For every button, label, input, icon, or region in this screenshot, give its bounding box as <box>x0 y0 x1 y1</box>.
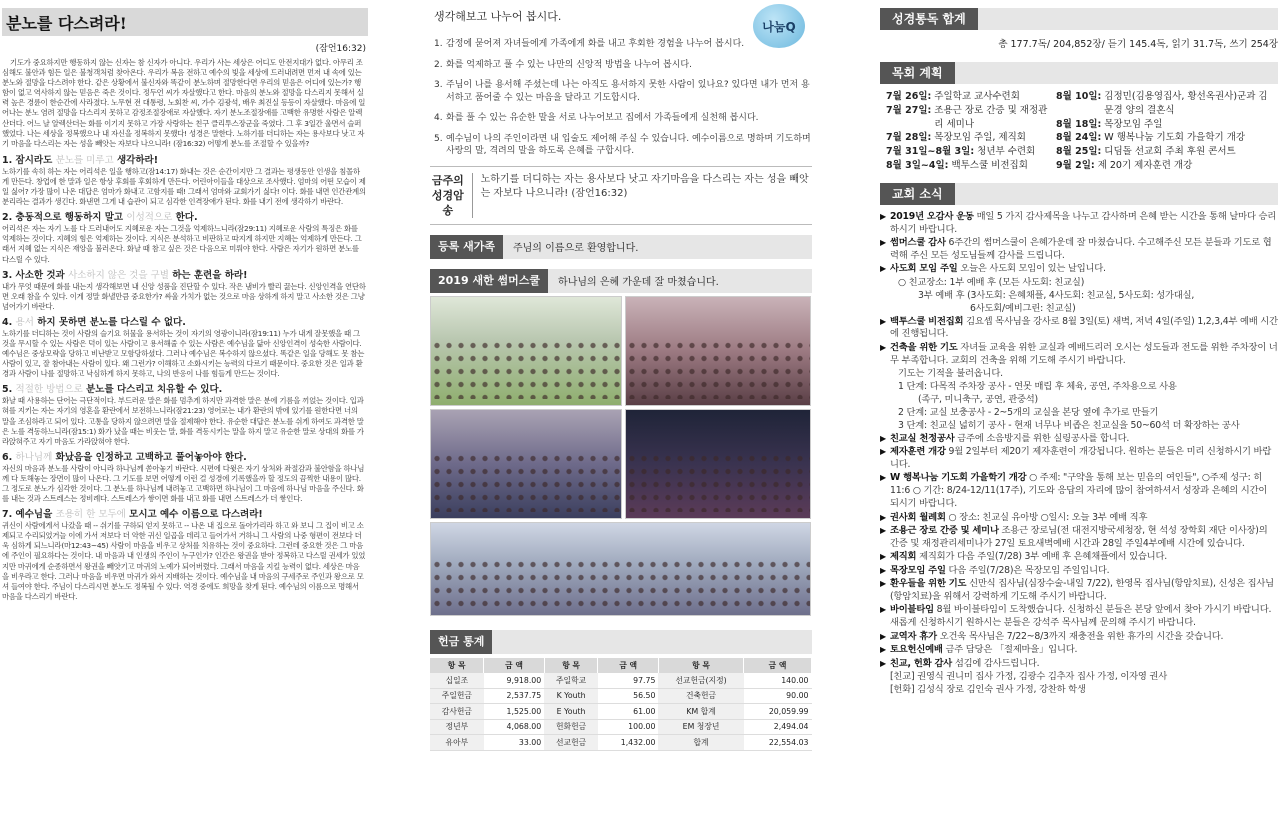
news-item-title: 썸머스쿨 감사 <box>890 237 946 249</box>
memory-verse-box <box>430 166 812 225</box>
question-text: 화를 풀 수 있는 유순한 말을 서로 나누어보고 집에서 가족들에게 실천해 봅시다. <box>446 113 759 123</box>
news-sub-line: 6사도회/예비그린: 친교실) <box>970 302 1076 314</box>
offering-amount: 2,494.04 <box>744 719 812 735</box>
offering-amount: 33.00 <box>484 735 545 751</box>
sermon-point-number: 7. <box>2 509 13 521</box>
news-item-title: 건축을 위한 기도 <box>890 341 958 353</box>
summer-school-bar <box>430 269 812 293</box>
bullet-triangle-icon: ▶ <box>880 605 886 615</box>
question-text: 예수님이 나의 주인이라면 내 입술도 제어해 주실 수 있습니다. 예수이름으로 명하며 기도하며 사랑의 말, 격려의 말을 하도록 은혜를 구합시다. <box>446 133 811 156</box>
offering-amount: 56.50 <box>598 688 659 704</box>
sermon-point-pre: 예수님을 <box>15 509 53 521</box>
sermon-point-heading <box>0 155 368 167</box>
news-item-body <box>890 472 1278 511</box>
sermon-point-number: 4. <box>2 316 13 328</box>
news-sub-line: 3 단계: 친교실 넓히기 공사 - 현재 너무나 비좁은 친교실을 50~60석 더 확장하는 공사 <box>898 419 1240 431</box>
offering-amount: 97.75 <box>598 673 659 689</box>
sermon-point-highlight: 조용히 한 모두에 <box>55 509 126 521</box>
question-number: 5. <box>434 133 443 144</box>
news-item-text: 제직회가 다음 주일(7/28) 3부 예배 후 은혜채플에서 있습니다. <box>919 551 1167 563</box>
question-text: 화를 억제하고 풀 수 있는 나만의 신앙적 방법을 나누어 봅시다. <box>446 59 692 70</box>
bullet-triangle-icon: ▶ <box>880 526 886 536</box>
sermon-point-number: 2. <box>2 212 13 224</box>
news-item <box>880 472 1278 511</box>
bullet-triangle-icon: ▶ <box>880 238 886 248</box>
offering-item: 헌화헌금 <box>544 719 598 735</box>
news-sub-line: 기도는 기적을 불러옵니다. <box>898 368 1003 380</box>
photo-kids-stage <box>625 296 811 406</box>
sermon-point-post: 생각하라! <box>116 154 159 166</box>
plan-date: 8월 10일: <box>1056 91 1102 102</box>
offering-item: 주일학교 <box>544 673 598 689</box>
summer-school-photos <box>430 296 812 616</box>
offering-row <box>430 735 812 751</box>
offering-amount: 20,059.99 <box>744 704 812 720</box>
news-item <box>880 604 1278 630</box>
news-item-body <box>890 237 1278 263</box>
news-item-title: 친교, 헌화 감사 <box>890 657 953 669</box>
news-item-body <box>890 525 1278 551</box>
offering-item: 감사헌금 <box>430 704 484 720</box>
plan-item <box>1056 145 1276 159</box>
bullet-triangle-icon: ▶ <box>880 342 886 352</box>
offering-amount: 100.00 <box>598 719 659 735</box>
right-column <box>880 0 1278 815</box>
plan-text: 디딤돌 선교회 주최 후원 콘서트 <box>1104 146 1236 158</box>
sermon-point-body: 화날 때 사용하는 단어는 극단적이다. 부드러운 말은 화를 멈추게 하지만 과격한 말은 분에 기름을 끼얹는 것이다. 입과 혀를 지키는 자는 자기의 영혼을 환란에서 보전하느니라(잠21:23) 영어로는 내가 환란의 밖에 있기를 원한다면 너의 말을 조심하라고 되어 있다. 고통을 당하지 않으려면 말을 절제해야 한다. 유순한 대답은 분노를 쉬게 하여도 과격한 말은 노를 격동하느니라(잠15:1) 화가 났을 때는 비웃는 말, 화를 격동시키는 말을 하지 말고 유순한 말로 상대의 화를 가라앉혀주고 자기 마음도 가라앉혀야 한다. <box>2 396 364 446</box>
photo-congregation <box>430 522 811 616</box>
news-item-body <box>890 578 1278 604</box>
plan-item <box>1056 159 1276 173</box>
pastoral-plan-left <box>886 90 1056 173</box>
newcomers-bar <box>430 235 812 259</box>
offering-amount: 9,918.00 <box>484 673 545 689</box>
sermon-title-bar <box>2 8 368 36</box>
news-item-body <box>890 565 1109 578</box>
plan-text: 주일학교 교사수련회 <box>934 91 1020 102</box>
sermon-point-post: 하는 훈련을 하라! <box>172 269 248 281</box>
sermon-point-heading <box>0 270 368 282</box>
offering-amount: 1,432.00 <box>598 735 659 751</box>
sermon-point-heading <box>0 212 368 224</box>
news-item <box>880 263 1278 276</box>
bible-reading-header <box>880 8 1278 30</box>
news-item-title: 친교실 천정공사 <box>890 432 955 444</box>
discussion-question <box>434 38 812 51</box>
sharing-q-badge: 나눔Q <box>753 4 805 48</box>
news-item-text: 매일 5 가지 감사제목을 나누고 감사하며 은혜 받는 시간을 통해 날마다 승리하시기 바랍니다. <box>890 210 1277 235</box>
sermon-point-highlight: 분노를 미루고 <box>55 154 114 166</box>
sermon-point-heading <box>0 452 368 464</box>
news-item-title: 백투스쿨 비전집회 <box>890 315 964 327</box>
offering-column-header: 금 액 <box>598 658 659 673</box>
plan-date: 9월 2일: <box>1056 159 1095 171</box>
news-item-title: 제직회 <box>890 551 917 563</box>
offering-column-header: 금 액 <box>484 658 545 673</box>
news-item-title: 목장모임 주일 <box>890 564 946 576</box>
memory-label-line2: 성경암송 <box>431 188 464 217</box>
bullet-triangle-icon: ▶ <box>880 645 886 655</box>
news-sub-line: 3부 예배 후 (3사도회: 은혜채플, 4사도회: 친교실, 5사도회: 성가대실, <box>918 289 1195 301</box>
news-item-text: 금주에 소음방지를 위한 실링공사를 합니다. <box>957 432 1130 444</box>
offering-item: 건축헌금 <box>658 688 743 704</box>
discussion-question <box>434 59 812 72</box>
plan-text: 제 20기 제자훈련 개강 <box>1097 159 1193 171</box>
news-item-body <box>890 644 1077 657</box>
question-number: 2. <box>434 59 443 70</box>
news-item-body <box>890 551 1167 564</box>
news-item-title: 바이블타임 <box>890 604 934 616</box>
news-sub-line: [헌화] 김성식 장로 김인숙 권사 가정, 강찬하 학생 <box>890 683 1086 695</box>
news-item-text: 다음 주일(7/28)은 목장모임 주일입니다. <box>948 564 1110 576</box>
plan-item <box>886 104 1056 132</box>
bullet-triangle-icon: ▶ <box>880 316 886 326</box>
memory-verse-label <box>430 173 473 218</box>
sermon-point-body: 노하기를 더디하는 것이 사람의 슬기요 허물을 용서하는 것이 자기의 영광이니라(잠19:11) 누가 내게 잘못했을 때 그것을 무시할 수 있는 사람은 덕이 있는 사람이고 용서해줄 수 있는 사람은 예수님을 닮아 신앙인격이 성숙한 사람이다. 예수님은 중상모략을 당하고 비난받고 모함당하셨다. 그러나 예수님은 복수하지 않으셨다. 똑같은 일을 당해도 못 참는 사람이 있고, 잘 참아내는 사람이 있다. 왜 그런가? 이해하고 소화시키는 능력의 다르기 때문이다. 중요한 것은 일과 환경과 사람이 나를 절망하고 낙심하게 하지 못하고, 나의 반응이 나를 힘들게 만드는 것이다. <box>2 328 365 379</box>
plan-date: 8월 3일~4일: <box>886 159 949 171</box>
plan-text: 청년부 수련회 <box>977 146 1036 158</box>
offering-amount: 22,554.03 <box>744 735 812 751</box>
offering-column-header: 항 목 <box>658 658 743 673</box>
memory-verse-text: 노하기를 더디하는 자는 용사보다 낫고 자기마음을 다스리는 자는 성을 빼앗는 자보다 나으니라! (잠언16:32) <box>480 173 809 199</box>
sermon-intro: 기도가 중요하지만 행동하지 않는 신자는 참 신자가 아니다. 우리가 사는 세상은 어디도 안전지대가 없다. 아무리 조심해도 불안과 힘든 일은 불청객처럼 찾아온다. 우리가 복음 전하고 예수의 빛을 세상에 드러내려면 먼저 내 속에 있는 분노와 절망을 다스려야 한다. 같은 상황에서 불신자와 똑같이 분노하며 절망한다면 우리의 믿음은 어디에 있는가? 행함이 없고 역사하지 않는 믿음은 죽은 것이다. 정두언 씨가 자살했다고 한다. 마음의 분노와 절망을 다스리지 못해서 실력 높은 경륜이 한순간에 사라졌다. 노무현 전 대통령, 노회찬 씨, 가수 김광석, 배우 최진실 등등이 자살했다. 마음에 일어나는 분노 염려 절망을 다스리지 못하고 감정조절장애로 자살했다. 자기 분노조절장애를 고백한 유명한 사람은 알렉산더다. 어느 날 알렉산더는 화를 이기지 못하고 가장 사랑하는 친구 클리투스장군을 죽였다. 그 후 3일간 울면서 슬퍼했었다. 나는 세상을 정복했으나 내 자신을 정복하지 못했다! 성경은 말한다. 노하기를 더디하는 자는 용사보다 낫고 자기 마음을 다스리는 자는 성을 빼앗는 자보다 나으니라! (잠16:32) 어떻게 분노를 조절할 수 있을까? <box>2 58 366 148</box>
discussion-question <box>434 112 812 125</box>
question-text: 주님이 나를 용서해 주셨는데 나는 아직도 용서하지 못한 사람이 있나요? 있다면 내가 먼저 용서하고 품어줄 수 있는 마음을 달라고 기도합시다. <box>446 80 810 103</box>
sermon-point-heading <box>0 509 368 521</box>
news-item <box>880 316 1278 342</box>
news-item <box>880 631 1278 644</box>
newcomers-label: 등록 새가족 <box>430 235 503 259</box>
plan-text: 조용근 장로 간증 및 재정관리 세미나 <box>934 104 1048 130</box>
bullet-triangle-icon: ▶ <box>880 658 886 668</box>
plan-item <box>1056 131 1276 145</box>
news-item-body <box>890 446 1278 472</box>
question-text: 감정에 묻어져 자녀들에게 가족에게 화를 내고 후회한 경험을 나누어 봅시다. <box>446 39 745 49</box>
news-item <box>880 578 1278 604</box>
pastoral-plan-right <box>1056 90 1276 173</box>
bullet-triangle-icon: ▶ <box>880 512 886 522</box>
plan-date: 8월 25일: <box>1056 146 1102 158</box>
sermon-point-number: 5. <box>2 384 13 396</box>
plan-date: 7월 31일~8월 3일: <box>886 146 975 158</box>
sermon-point-post: 모시고 예수 이름으로 다스려라! <box>129 509 263 521</box>
news-item-text: 자녀들 교육을 위한 교실과 예배드리러 오시는 성도들과 전도를 위한 주차장이 너무 부족합니다. 교회의 건축을 위해 기도해 주시기 바랍니다. <box>890 341 1278 366</box>
news-item-body <box>890 631 1223 644</box>
plan-text: 김정민(김용영집사, 황선옥권사)군과 김문경 양의 결혼식 <box>1104 91 1268 116</box>
bullet-triangle-icon: ▶ <box>880 631 886 641</box>
bullet-triangle-icon: ▶ <box>880 579 886 589</box>
sermon-column <box>0 0 372 815</box>
discussion-questions <box>434 38 812 158</box>
offering-column-header: 항 목 <box>544 658 598 673</box>
sermon-point-highlight: 사소하지 않은 것을 구별 <box>68 269 169 281</box>
news-item <box>880 433 1278 446</box>
offering-column-header: 항 목 <box>430 658 484 673</box>
sermon-point-body: 내가 무엇 때문에 화를 내는지 생각해보면 내 신앙 성품을 진단할 수 있다. 작은 냄비가 빨리 끓는다. 신앙인격을 연단하면 오래 참을 수 있다. 이게 정말 화낼만큼 중요한가? 싸울 가치가 없는 것으로 마음 상하게 하지 말고 사소한 것은 그냥 넘어가기 바란다. <box>2 281 366 311</box>
news-item-title: 2019년 오감사 운동 <box>890 210 974 222</box>
plan-date: 7월 26일: <box>886 91 932 102</box>
pastoral-plan <box>880 90 1278 173</box>
sermon-point-body: 어리석은 자는 자기 노를 다 드러내어도 지혜로운 자는 그것을 억제하느니라(잠29:11) 지혜로운 사람의 특징은 화를 억제하는 것이다. 지혜의 힘은 억제하는 것이다. 지식은 분석하고 비판하고 따지게 하지만 지혜는 억제하게 만든다. 그래서 지혜 없는 지식은 재앙을 불러온다. 화날 때 참고 싶은 것은 다음으로 미뤄야 한다. 사람은 자기가 원하면 분노를 다스릴 수 있다. <box>2 224 362 264</box>
sermon-title: 분노를 다스려라! <box>6 13 127 33</box>
offering-row <box>430 719 812 735</box>
sermon-point-highlight: 용서 <box>15 316 34 328</box>
sermon-point-number: 1. <box>2 154 13 166</box>
bullet-triangle-icon: ▶ <box>880 447 886 457</box>
offering-bar <box>430 630 812 654</box>
news-sub-line: ○ 친교장소: 1부 예배 후 (모든 사도회: 친교실) <box>898 276 1085 288</box>
sermon-point-body: 노하기를 속히 하는 자는 어리석은 일을 행하고(잠14:17) 화내는 것은 순간이지만 그 결과는 평생동안 인생을 침몰하게 만든다. 창업에 한 말과 일은 항상 후회를 후회하게 만든다. 어린아이들을 대상으로 조사했다. 엄마의 어떤 모습이 제일 싫어? 가장 많이 나온 대답은 엄마가 화내고 고함지를 때! 그래서 엄마와 교회가기 싫다! 이다. 화를 내면 인간관계의 분리라는 결과가 생긴다. 화낸면 그게 내 습관이 되고 심각한 인격장애가 된다. 화를 내기 전에 생각하기 바란다. <box>2 166 366 207</box>
news-item-body <box>890 604 1278 630</box>
photo-kids-group <box>430 409 622 519</box>
news-item-body <box>890 211 1278 237</box>
offering-amount: 90.00 <box>744 688 812 704</box>
photo-kids-outdoor <box>430 296 622 406</box>
news-item <box>880 565 1278 578</box>
plan-date: 7월 28일: <box>886 132 932 144</box>
sermon-point-post: 하지 못하면 분노를 다스릴 수 없다. <box>37 316 186 328</box>
pastoral-plan-label: 목회 계획 <box>880 62 955 84</box>
offering-amount: 140.00 <box>744 673 812 689</box>
sermon-point-pre: 충동적으로 행동하지 말고 <box>15 212 124 224</box>
news-item-title: W 행복나눔 기도회 가을학기 개강 <box>890 472 1027 484</box>
offering-item: 유아부 <box>430 735 484 751</box>
news-item-text: 오건욱 목사님은 7/22~8/3까지 재충전을 위한 휴가의 시간을 갖습니다. <box>939 630 1224 642</box>
offering-item: 정년부 <box>430 719 484 735</box>
news-item-title: 교역자 휴가 <box>890 630 937 642</box>
sermon-point-heading <box>0 317 368 329</box>
offering-row <box>430 673 812 689</box>
news-item-title: 토요헌신예배 <box>890 644 943 656</box>
news-item-text: ○ 장소: 친교실 유아방 ○일시: 오늘 3부 예배 직후 <box>948 511 1148 523</box>
news-item <box>880 512 1278 525</box>
news-item <box>880 237 1278 263</box>
news-sub-line: 2 단계: 교실 보충공사 - 2~5개의 교실을 본당 옆에 추가로 만들기 <box>898 406 1159 418</box>
bullet-triangle-icon: ▶ <box>880 433 886 443</box>
newcomers-text: 주님의 이름으로 환영합니다. <box>512 243 639 254</box>
news-item-text: 섬김에 감사드립니다. <box>954 657 1040 669</box>
bullet-triangle-icon: ▶ <box>880 565 886 575</box>
question-number: 1. <box>434 39 443 49</box>
offering-item: E Youth <box>544 704 598 720</box>
news-item-title: 제자훈련 개강 <box>890 446 946 458</box>
offering-label: 헌금 통계 <box>430 630 492 654</box>
plan-text: 목장모임 주일, 제직회 <box>934 132 1026 144</box>
sermon-point-pre: 사소한 것과 <box>15 269 65 281</box>
middle-column <box>430 0 812 815</box>
plan-item <box>886 145 1056 159</box>
plan-date: 8월 18일: <box>1056 118 1102 130</box>
news-item-body <box>890 512 1147 525</box>
plan-item <box>886 131 1056 145</box>
offering-item: 주일헌금 <box>430 688 484 704</box>
sermon-point-post: 한다. <box>175 212 198 224</box>
bible-reading-stats: 총 177.7독/ 204,852장/ 듣기 145.4독, 읽기 31.7독, 쓰기 254장 <box>998 39 1278 50</box>
offering-item: K Youth <box>544 688 598 704</box>
news-sub-line: 1 단계: 다목적 주차장 공사 - 연못 매립 후 체육, 공연, 주차용으로 사용 <box>898 381 1177 393</box>
question-number: 4. <box>434 113 443 123</box>
news-item-text: 조용근 장로님(전 대전지방국세청장, 현 석성 장학회 재단 이사장)의 간증 및 재정관리세미나가 27일 토요새벽예배 시간과 28일 주일4부예배 시간에 있습니다. <box>890 525 1268 549</box>
sermon-point-highlight: 적절한 방법으로 <box>15 384 83 396</box>
offering-item: KM 합계 <box>658 704 743 720</box>
news-item-body <box>890 658 1039 671</box>
news-item-title: 사도회 모임 주일 <box>890 263 958 275</box>
news-sub-line: (족구, 미니축구, 공연, 관중석) <box>918 393 1038 405</box>
news-item <box>880 644 1278 657</box>
sermon-points <box>0 155 368 602</box>
offering-amount: 4,068.00 <box>484 719 545 735</box>
news-item-body <box>890 342 1278 368</box>
news-item-text: 9월 2일부터 제20기 제자훈련이 개강됩니다. 원하는 분들은 미리 신청하시기 바랍니다. <box>890 446 1272 470</box>
sermon-point-pre: 잠시라도 <box>15 154 53 166</box>
bullet-triangle-icon: ▶ <box>880 211 886 221</box>
church-news-label: 교회 소식 <box>880 183 955 205</box>
news-item-text: 6주간의 썸머스쿨이 은혜가운데 잘 마쳤습니다. 수고해주신 모든 분들과 기도로 협력해 주신 모든 성도님들께 감사를 드립니다. <box>890 237 1272 261</box>
offering-amount: 61.00 <box>598 704 659 720</box>
offering-table <box>430 658 812 751</box>
church-news-list <box>880 211 1278 697</box>
offering-table-header <box>430 658 812 673</box>
discussion-title: 생각해보고 나누어 봅시다. <box>434 10 562 23</box>
sermon-point-body: 귀신이 사람에게서 나갔을 때 -- 쉬기를 구하되 얻지 못하고 -- 나온 내 집으로 돌아가리라 하고 와 보니 그 집이 비고 소제되고 수리되었거늘 이에 가서 저보다 더 악한 귀신 일곱을 데리고 들어가서 거하니 그 사람의 나중 형편이 전보다 더욱 심하게 되느니라(마12:43~45) 사람이 마음을 비우고 상처를 치유하는 것이 중요하다. 그런데 중요한 것은 그 마음에 주인이 필요하다는 것이다. 내 마음과 내 인생의 주인이 누구인가? 인간은 왕권을 받아 정복하고 다스릴 권세가 있었지만 마귀에게 순종하면서 왕권을 빼앗기고 마귀의 노예가 되어버렸다. 그래서 마음을 지킬 능력이 없다. 세상은 마음을 비우라고 한다. 그러나 마음을 비우면 마귀가 와서 지배하는 것이다. 예수님을 내 마음의 구세주로 주인과 왕으로 모셔 들여야 한다. 주님이 다스리시면 분노도 정복될 수 있다. 역경 중에도 희망을 찾게 된다. 예수님의 이름으로 명해서 마음을 다스리기 바란다. <box>2 521 366 601</box>
news-item-text: 8월 바이블타임이 도착했습니다. 신청하신 분들은 본당 앞에서 찾아 가시기 바랍니다. 새롭게 신청하시기 원하시는 분들은 강석주 목사님께 문의해 주시기 바랍니다. <box>890 604 1272 629</box>
sermon-point-post: 화났음을 인정하고 고백하고 풀어놓아야 한다. <box>55 451 247 463</box>
news-item-title: 권사회 월례회 <box>890 511 946 523</box>
bullet-triangle-icon: ▶ <box>880 473 886 483</box>
sermon-point-highlight: 하나님께 <box>15 451 53 463</box>
offering-amount: 2,537.75 <box>484 688 545 704</box>
bible-reading-label: 성경통독 합계 <box>880 8 978 30</box>
news-item <box>880 211 1278 237</box>
offering-item: EM 청장년 <box>658 719 743 735</box>
news-item-title: 조용근 장로 간증 및 세미나 <box>890 525 999 537</box>
offering-item: 합계 <box>658 735 743 751</box>
sermon-point-highlight: 이성적으로 <box>126 212 173 224</box>
bullet-triangle-icon: ▶ <box>880 264 886 274</box>
sermon-point-number: 3. <box>2 269 13 281</box>
news-item-body <box>890 316 1278 342</box>
offering-table-body <box>430 673 812 751</box>
news-item-body <box>890 263 1106 276</box>
offering-item: 십일조 <box>430 673 484 689</box>
discussion-question <box>434 133 812 158</box>
news-item <box>880 551 1278 564</box>
offering-row <box>430 688 812 704</box>
news-item-text: 김요셉 목사님을 강사로 8월 3일(토) 새벽, 저녁 4일(주일) 1,2,3,4부 예배 시간에 진행됩니다. <box>890 315 1278 340</box>
offering-amount: 1,525.00 <box>484 704 545 720</box>
offering-item: 선교헌금 <box>544 735 598 751</box>
plan-text: 목장모임 주일 <box>1104 118 1163 130</box>
news-item-body <box>890 433 1129 446</box>
discussion-question <box>434 79 812 104</box>
photo-kids-night <box>625 409 811 519</box>
plan-text: 백투스쿨 비전집회 <box>951 159 1028 171</box>
plan-item <box>1056 118 1276 132</box>
plan-item <box>886 90 1056 104</box>
sermon-reference: (잠언16:32) <box>315 44 366 54</box>
memory-label-line1: 금주의 <box>431 173 464 187</box>
plan-date: 8월 24일: <box>1056 132 1102 144</box>
offering-column-header: 금 액 <box>744 658 812 673</box>
news-item-text: 오늘은 사도회 모임이 있는 날입니다. <box>960 263 1106 275</box>
news-item <box>880 658 1278 671</box>
plan-text: W 행복나눔 기도회 가을학기 개강 <box>1104 132 1246 144</box>
church-news-header <box>880 183 1278 205</box>
summer-school-label: 2019 새한 썸머스쿨 <box>430 269 548 293</box>
sermon-point-number: 6. <box>2 451 13 463</box>
sermon-point-body: 자신의 마음과 분노를 사람이 아니라 하나님께 쏟아놓기 바란다. 시편에 다윗은 자기 상처와 좌절감과 불안함을 하나님께 다 토해놓는 장면이 많이 나온다. 그 기도를 보면 어떻게 이런 걸 성경에 기록했을까 할 정도의 끔찍한 내용이 많다. 그 정도로 분노가 심각한 것이다. 그 분노를 하나님께 내려놓고 고백하면 하나님이 그 마음에 하나님 마음을 주신다. 화를 내는 것과 스트레스는 정비례다. 스트레스가 쌓이면 화를 내고 화를 내면 스트레스가 더 쌓인다. <box>2 463 365 504</box>
news-item <box>880 342 1278 368</box>
news-item-text: 신만식 집사님(심장수술-내일 7/22), 한영목 집사님(항암치료), 신성은 집사님(항암치료)을 위해서 강력하게 기도해 주시기 바랍니다. <box>890 578 1274 603</box>
pastoral-plan-header <box>880 62 1278 84</box>
summer-school-text: 하나님의 은혜 가운데 잘 마쳤습니다. <box>558 277 719 288</box>
plan-item <box>886 159 1056 173</box>
plan-date: 7월 27일: <box>886 104 932 116</box>
offering-item: 선교헌금(지정) <box>658 673 743 689</box>
offering-row <box>430 704 812 720</box>
news-item-title: 환우들을 위한 기도 <box>890 578 967 590</box>
plan-item <box>1056 90 1276 118</box>
news-item-text: ○ 주제: "구약을 통해 보는 믿음의 여인들", ○주제 성구: 히11:6 ○ 기간: 8/24-12/11(17주), 기도와 응답의 자리에 많이 참여하셔서 성장과 은혜의 시간이 되시기 바랍니다. <box>890 472 1268 510</box>
news-sub-line: [친교] 권영식 권니미 집사 가정, 김광수 김추자 집사 가정, 이자영 권사 <box>890 671 1167 682</box>
news-item <box>880 525 1278 551</box>
sermon-point-heading <box>0 384 368 396</box>
news-item-text: 금주 담당은 「절제마을」입니다. <box>945 644 1078 656</box>
bullet-triangle-icon: ▶ <box>880 552 886 562</box>
news-item <box>880 446 1278 472</box>
sermon-point-post: 분노를 다스리고 치유할 수 있다. <box>86 384 223 396</box>
question-number: 3. <box>434 80 443 90</box>
